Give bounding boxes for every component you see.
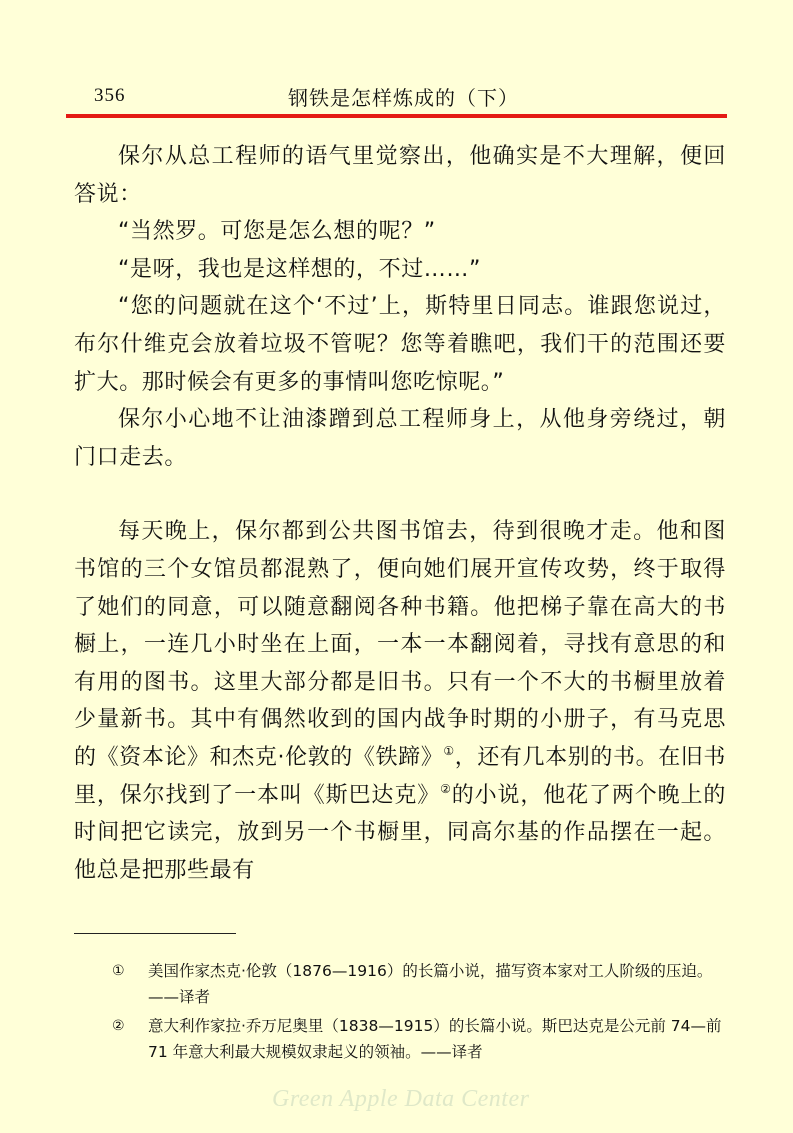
paragraph-text: 的小说，他花了两个晚上的时间把它读完，放到另一个书橱里，同高尔基的作品摆在一起。他总是把那些最有 xyxy=(74,782,726,883)
header-rule xyxy=(66,114,727,118)
footnote-mark: ① xyxy=(112,963,125,979)
footnote-ref-2: ② xyxy=(440,781,452,796)
footnote-divider xyxy=(74,933,236,934)
page-header xyxy=(0,0,793,120)
paragraph-text: 每天晚上，保尔都到公共图书馆去，待到很晚才走。他和图书馆的三个女馆员都混熟了，便向她们展开宣传攻势，终于取得了她们的同意，可以随意翻阅各种书籍。他把梯子靠在高大的书橱上，一连几小时坐在上面，一本一本翻阅着，寻找有意思的和有用的图书。这里大部分都是旧书。只有一个不大的书橱里放着少量新书。其中有偶然收到的国内战争时期的小册子，有马克思的《资本论》和杰克·伦敦的《铁蹄》 xyxy=(74,519,726,770)
paragraph xyxy=(74,513,726,889)
paragraph: 保尔小心地不让油漆蹭到总工程师身上，从他身旁绕过，朝门口走去。 xyxy=(74,407,726,470)
running-title: 钢铁是怎样炼成的（下） xyxy=(288,86,519,110)
footnote xyxy=(112,958,728,1010)
paragraph: “是呀，我也是这样想的，不过……” xyxy=(118,256,481,282)
main-text xyxy=(74,138,726,889)
paragraph: “您的问题就在这个‘不过’上，斯特里日同志。谁跟您说过，布尔什维克会放着垃圾不管呢？您等着瞧吧，我们干的范围还要扩大。那时候会有更多的事情叫您吃惊呢。” xyxy=(74,294,726,395)
footnote-mark: ② xyxy=(112,1018,125,1034)
paragraph: “当然罗。可您是怎么想的呢？” xyxy=(118,219,436,245)
footnote-text: 美国作家杰克·伦敦（1876—1916）的长篇小说，描写资本家对工人阶级的压迫。——译者 xyxy=(148,962,713,1006)
watermark: Green Apple Data Center xyxy=(272,1086,530,1112)
footnote xyxy=(112,1013,728,1065)
footnote-ref-1: ① xyxy=(443,743,455,758)
page-number: 356 xyxy=(94,85,126,106)
paragraph: 保尔从总工程师的语气里觉察出，他确实是不大理解，便回答说： xyxy=(74,144,726,207)
footnote-text: 意大利作家拉·乔万尼奥里（1838—1915）的长篇小说。斯巴达克是公元前 74—前 71 年意大利最大规模奴隶起义的领袖。——译者 xyxy=(148,1017,722,1061)
paragraph-text: ，还有几本别的书。在旧书里，保尔找到了一本叫《斯巴达克》 xyxy=(74,744,727,808)
footnotes xyxy=(112,958,728,1068)
